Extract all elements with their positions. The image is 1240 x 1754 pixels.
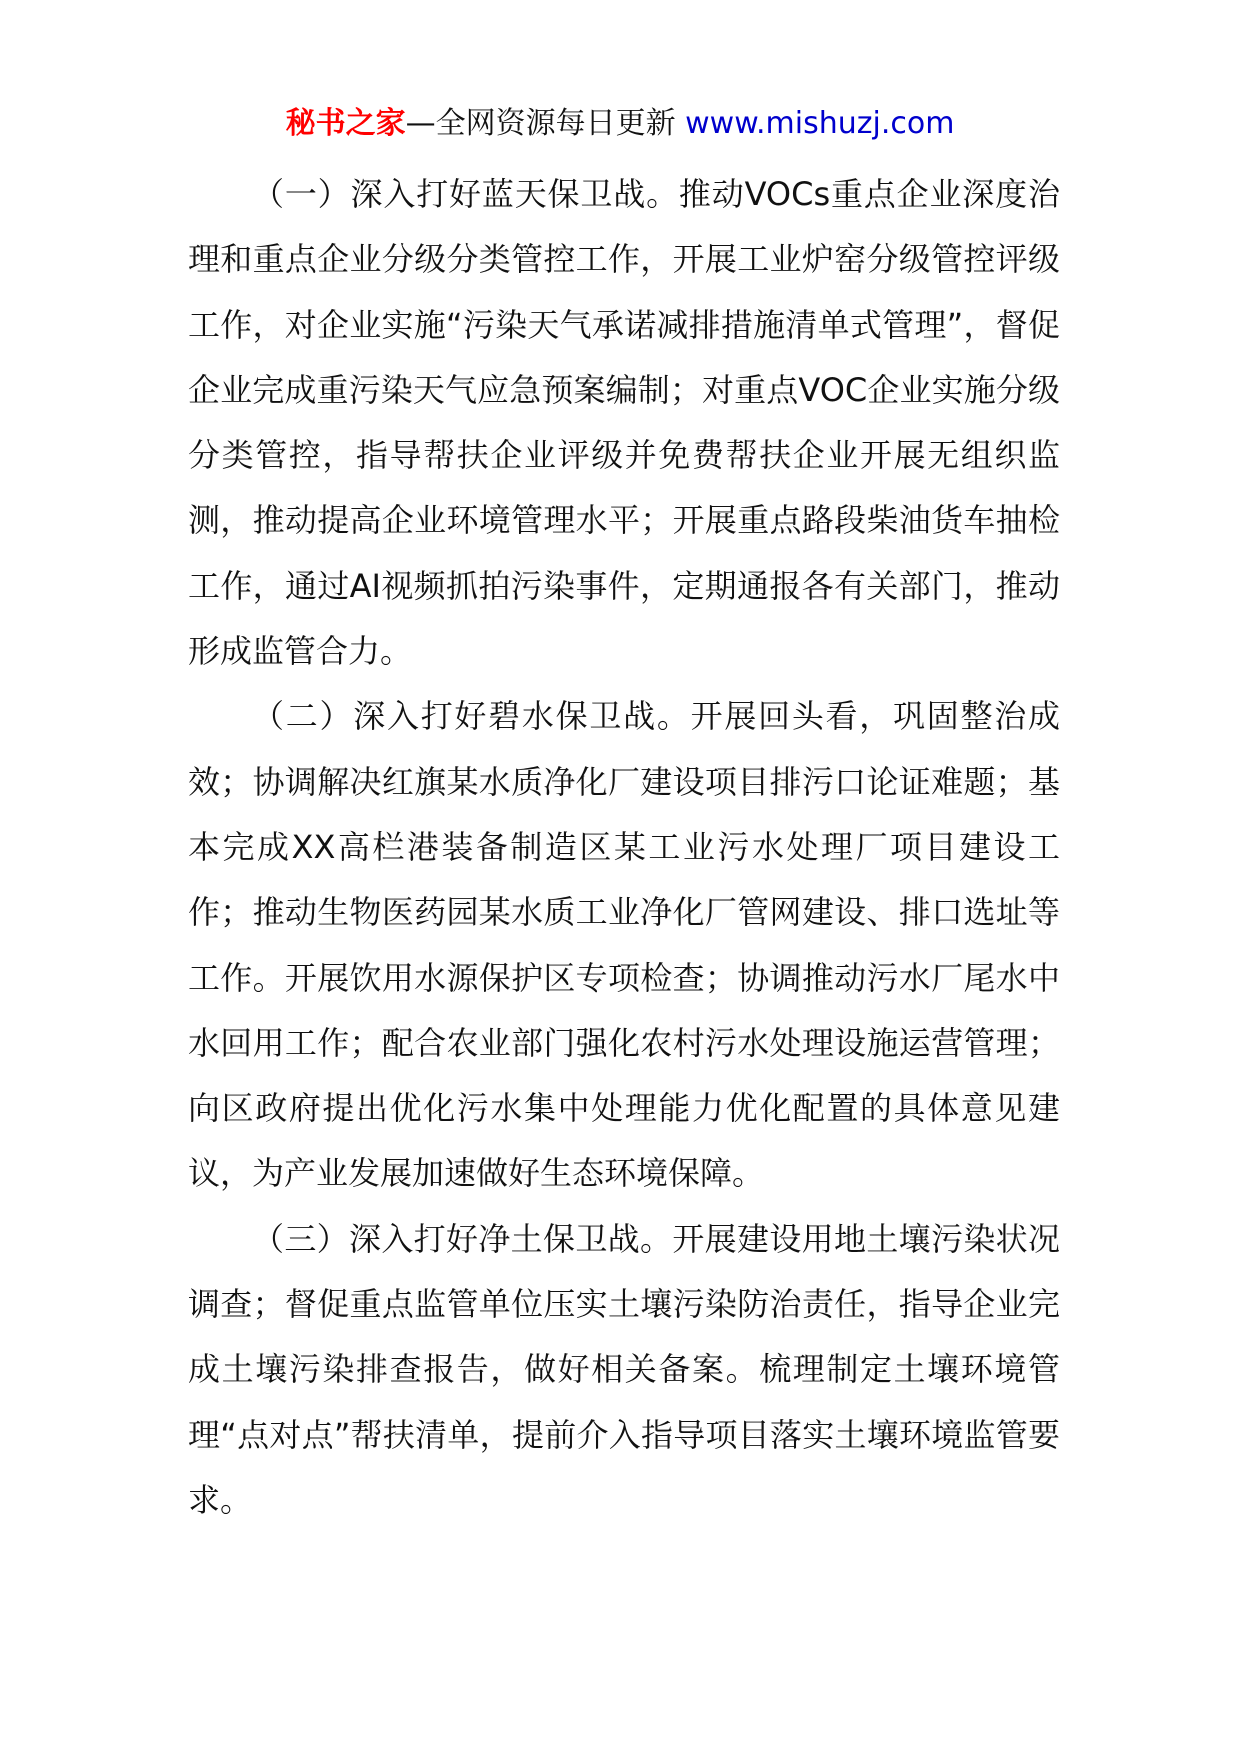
document-body: [188, 162, 1060, 1533]
paragraph-blue-sky: （一）深入打好蓝天保卫战。推动VOCs重点企业深度治理和重点企业分级分类管控工作，开展工业炉窑分级管控评级工作，对企业实施“污染天气承诺减排措施清单式管理”，督促企业完成重污染天气应急预案编制；对重点VOC企业实施分级分类管控，指导帮扶企业评级并免费帮扶企业开展无组织监测，推动提高企业环境管理水平；开展重点路段柴油货车抽检工作，通过AI视频抓拍污染事件，定期通报各有关部门，推动形成监管合力。: [188, 175, 1060, 671]
page-header: [0, 102, 1240, 146]
site-link[interactable]: www.mishuzj.com: [685, 106, 955, 141]
brand-name: 秘书之家: [285, 106, 406, 141]
header-slogan: —全网资源每日更新: [405, 106, 676, 141]
paragraph-clean-soil: （三）深入打好净土保卫战。开展建设用地土壤污染状况调查；督促重点监管单位压实土壤污染防治责任，指导企业完成土壤污染排查报告，做好相关备案。梳理制定土壤环境管理“点对点”帮扶清单，提前介入指导项目落实土壤环境监管要求。: [188, 1219, 1060, 1519]
paragraph-clear-water: （二）深入打好碧水保卫战。开展回头看，巩固整治成效；协调解决红旗某水质净化厂建设项目排污口论证难题；基本完成XX高栏港装备制造区某工业污水处理厂项目建设工作；推动生物医药园某水质工业净化厂管网建设、排口选址等工作。开展饮用水源保护区专项检查；协调推动污水厂尾水中水回用工作；配合农业部门强化农村污水处理设施运营管理；向区政府提出优化污水集中处理能力优化配置的具体意见建议，为产业发展加速做好生态环境保障。: [188, 697, 1060, 1193]
